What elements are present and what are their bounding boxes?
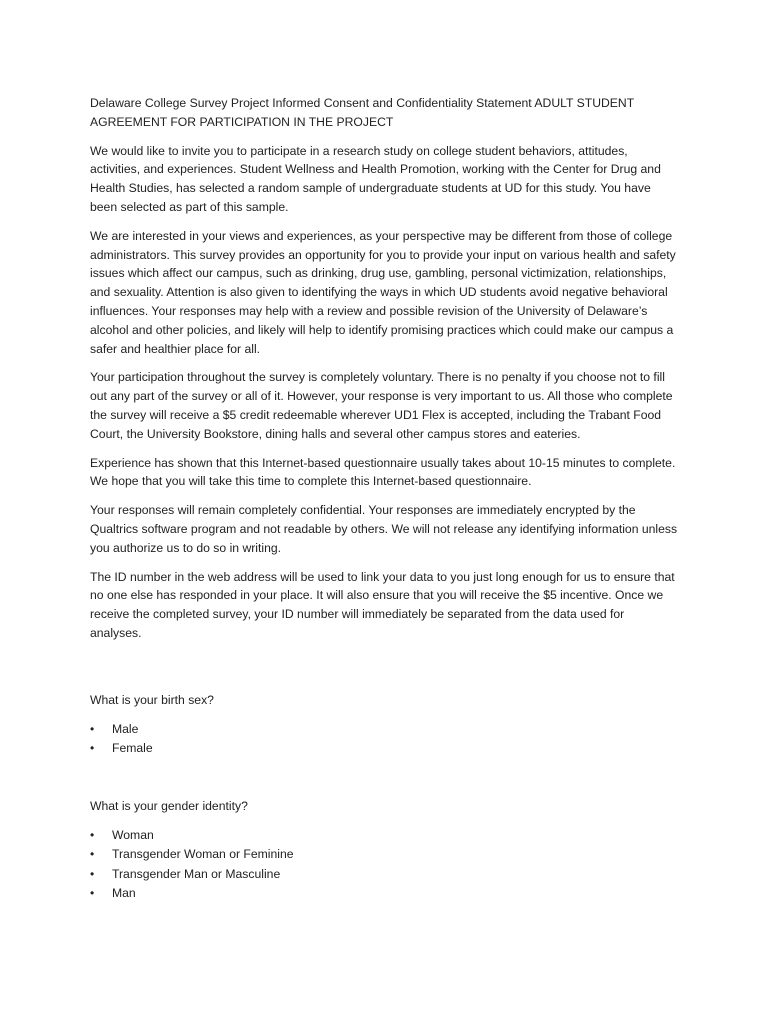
bullet-icon: • <box>90 721 95 736</box>
question-gender-identity <box>90 797 678 904</box>
consent-document <box>90 94 678 904</box>
option-female[interactable] <box>90 739 678 759</box>
section-spacer <box>90 759 678 797</box>
document-title: Delaware College Survey Project Informed Consent and Confidentiality Statement ADULT STUDENT AGREEMENT FOR PARTICIPATION IN THE PROJECT <box>90 96 634 129</box>
paragraph-invitation: We would like to invite you to participate in a research study on college student behaviors, attitudes, activities, and experiences. Student Wellness and Health Promotion, working with the Center for Drug and Health Studies, has selected a random sample of undergraduate students at UD for this study. You have been selected as part of this sample. <box>90 143 661 214</box>
option-woman[interactable] <box>90 826 678 846</box>
option-label: Male <box>112 721 139 736</box>
option-label: Female <box>112 741 153 756</box>
paragraph-id-number: The ID number in the web address will be used to link your data to you just long enough for us to ensure that no one else has responded in your place. It will also ensure that you will receive the $5 incentive. Once we receive the completed survey, your ID number will immediately be separated from the data used for analyses. <box>90 569 675 640</box>
paragraph-voluntary: Your participation throughout the survey is completely voluntary. There is no penalty if you choose not to fill out any part of the survey or all of it. However, your response is very important to us. All those who complete the survey will receive a $5 credit redeemable wherever UD1 Flex is accepted, including the Trabant Food Court, the University Bookstore, dining halls and several other campus stores and eateries. <box>90 370 673 441</box>
option-label: Woman <box>112 827 154 842</box>
question-text: What is your gender identity? <box>90 798 248 813</box>
section-spacer <box>90 653 678 691</box>
question-birth-sex <box>90 691 678 759</box>
option-label: Transgender Man or Masculine <box>112 866 281 881</box>
option-label: Man <box>112 886 136 901</box>
paragraph-duration: Experience has shown that this Internet-based questionnaire usually takes about 10-15 minutes to complete. We hope that you will take this time to complete this Internet-based questionnaire. <box>90 455 676 489</box>
bullet-icon: • <box>90 866 95 881</box>
option-transgender-man[interactable] <box>90 865 678 885</box>
bullet-icon: • <box>90 827 95 842</box>
bullet-icon: • <box>90 886 95 901</box>
option-list <box>90 720 678 759</box>
question-text: What is your birth sex? <box>90 692 214 707</box>
bullet-icon: • <box>90 847 95 862</box>
bullet-icon: • <box>90 741 95 756</box>
option-male[interactable] <box>90 720 678 740</box>
option-list <box>90 826 678 904</box>
option-label: Transgender Woman or Feminine <box>112 847 294 862</box>
paragraph-confidential: Your responses will remain completely confidential. Your responses are immediately encrypted by the Qualtrics software program and not readable by others. We will not release any identifying information unless you authorize us to do so in writing. <box>90 503 678 555</box>
option-man[interactable] <box>90 884 678 904</box>
paragraph-interest: We are interested in your views and experiences, as your perspective may be different from those of college administrators. This survey provides an opportunity for you to provide your input on various health and safety issues which affect our campus, such as drinking, drug use, gambling, personal victimization, relationships, and sexuality. Attention is also given to identifying the ways in which UD students avoid negative behavioral influences. Your responses may help with a review and possible revision of the University of Delaware’s alcohol and other policies, and likely will help to identify promising practices which could make our campus a safer and healthier place for all. <box>90 228 676 356</box>
option-transgender-woman[interactable] <box>90 845 678 865</box>
